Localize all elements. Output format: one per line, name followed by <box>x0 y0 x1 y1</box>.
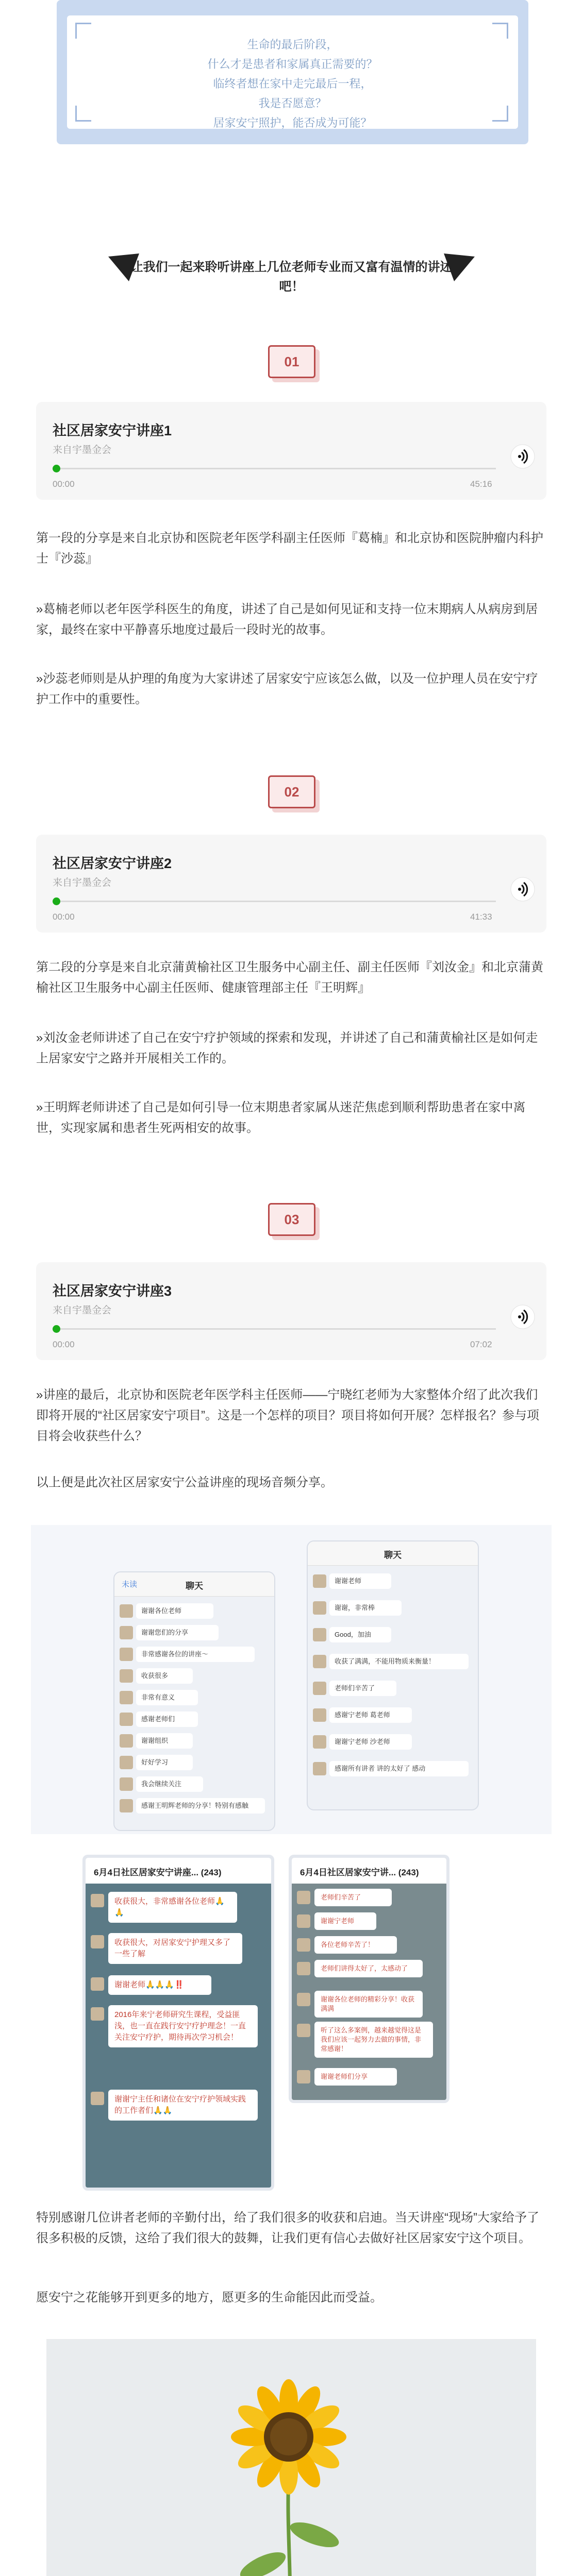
chat-message: 谢谢老师们分享 <box>314 2068 397 2086</box>
avatar <box>120 1713 133 1726</box>
chat-header <box>114 1572 274 1597</box>
audio-source: 来自宇墨金会 <box>53 445 112 455</box>
chat-title: 6月4日社区居家安宁讲座... (243) <box>94 1868 222 1877</box>
audio-progress-knob[interactable] <box>53 1325 60 1333</box>
paragraph: 以上便是此次社区居家安宁公益讲座的现场音频分享。 <box>36 1476 333 1489</box>
banner-text: 让我们一起来聆听讲座上几位老师专业而又富有温情的讲述吧！ <box>130 260 453 294</box>
intro-lines <box>67 35 518 133</box>
chat-message: 谢谢老师🙏🙏🙏‼️ <box>108 1975 211 1995</box>
audio-progress-bar[interactable] <box>53 1328 496 1330</box>
intro-line: 居家安宁照护，能否成为可能？ <box>213 116 372 129</box>
audio-current-time: 00:00 <box>53 912 75 922</box>
chat-message: 听了这么多案例，越来越觉得这是我们应该一起努力去做的事情，非常感谢！ <box>314 2022 433 2058</box>
avatar <box>120 1777 133 1791</box>
chat-message: 各位老师辛苦了！ <box>314 1936 397 1954</box>
paragraph: »刘汝金老师讲述了自己在安宁疗护领域的探索和发现，并讲述了自己和蒲黄榆社区是如何走上居家安宁之路并开展相关工作的。 <box>36 1031 538 1065</box>
audio-progress-knob[interactable] <box>53 897 60 905</box>
paragraph: 第二段的分享是来自北京蒲黄榆社区卫生服务中心副主任、副主任医师『刘汝金』和北京蒲黄榆社区卫生服务中心副主任医师、健康管理部主任『王明辉』 <box>36 960 543 995</box>
intro-line: 生命的最后阶段， <box>247 38 338 51</box>
avatar <box>120 1648 133 1661</box>
avatar <box>120 1734 133 1748</box>
chat-message: 谢谢您们的分享 <box>136 1625 219 1640</box>
speaker-play-icon[interactable] <box>510 1304 535 1329</box>
section-number: 03 <box>268 1203 315 1236</box>
audio-source: 来自宇墨金会 <box>53 877 112 888</box>
avatar <box>313 1574 326 1588</box>
avatar <box>120 1669 133 1683</box>
chat-header <box>292 1858 446 1884</box>
chat-message: 非常有意义 <box>136 1690 198 1705</box>
chat-message: Good，加油 <box>329 1627 391 1642</box>
paragraph: 第一段的分享是来自北京协和医院老年医学科副主任医师『葛楠』和北京协和医院肿瘤内科护士『沙蕊』 <box>36 531 543 566</box>
audio-progress-bar[interactable] <box>53 468 496 469</box>
paragraph: 愿安宁之花能够开到更多的地方，愿更多的生命能因此而受益。 <box>36 2291 382 2304</box>
avatar <box>91 1894 104 1907</box>
audio-source: 来自宇墨金会 <box>53 1305 112 1316</box>
audio-current-time: 00:00 <box>53 1340 75 1349</box>
audio-player-3[interactable] <box>36 1262 546 1360</box>
paragraph: »葛楠老师以老年医学科医生的角度，讲述了自己是如何见证和支持一位末期病人从病房到居家，最终在家中平静喜乐地度过最后一段时光的故事。 <box>36 602 538 637</box>
sunflower-illustration <box>46 2339 536 2576</box>
chat-message: 感谢宁老师 葛老师 <box>329 1707 412 1723</box>
speaker-play-icon[interactable] <box>510 877 535 902</box>
audio-title: 社区居家安宁讲座2 <box>53 856 172 871</box>
chat-message: 感谢所有讲者 讲的太好了 感动 <box>329 1761 469 1776</box>
avatar <box>313 1601 326 1615</box>
chat-screenshot-dark-right <box>289 1855 449 2103</box>
avatar <box>297 2024 310 2037</box>
paragraph: »沙蕊老师则是从护理的角度为大家讲述了居家安宁应该怎么做，以及一位护理人员在安宁疗护工作中的重要性。 <box>36 672 538 706</box>
paragraph: »王明辉老师讲述了自己是如何引导一位末期患者家属从迷茫焦虑到顺利帮助患者在家中离世，实现家属和患者生死两相安的故事。 <box>36 1100 526 1135</box>
chat-message: 谢谢，非常棒 <box>329 1600 402 1616</box>
section-badge-01 <box>268 345 320 382</box>
paragraph: »讲座的最后，北京协和医院老年医学科主任医师——宁晓红老师为大家整体介绍了此次我们即将开展的“社区居家安宁项目”。这是一个怎样的项目？项目将如何开展？怎样报名？参与项目将会收获些什么？ <box>36 1388 539 1443</box>
chat-screenshot-dark-left <box>82 1855 274 2191</box>
intro-line: 什么才是患者和家属真正需要的？ <box>207 58 378 71</box>
chat-title: 聊天 <box>384 1550 402 1560</box>
intro-line: 我是否愿意？ <box>258 97 327 110</box>
avatar <box>313 1655 326 1668</box>
avatar <box>297 1891 310 1904</box>
avatar <box>91 1935 104 1948</box>
chat-message: 好好学习 <box>136 1755 193 1770</box>
chat-message: 老师们讲得太好了，太感动了 <box>314 1960 423 1977</box>
chat-message: 我会继续关注 <box>136 1776 203 1792</box>
chat-screenshot-right <box>307 1540 479 1810</box>
audio-current-time: 00:00 <box>53 479 75 489</box>
audio-title: 社区居家安宁讲座3 <box>53 1283 172 1299</box>
avatar <box>120 1691 133 1704</box>
chat-message: 谢谢宁老师 沙老师 <box>329 1734 412 1750</box>
avatar <box>297 1938 310 1952</box>
avatar <box>91 2007 104 2021</box>
sunflower-photo <box>46 2339 536 2576</box>
chat-message: 谢谢各位老师 <box>136 1603 213 1619</box>
avatar <box>313 1708 326 1722</box>
avatar <box>91 1977 104 1991</box>
back-label: 未读 <box>122 1580 138 1589</box>
audio-duration: 07:02 <box>470 1340 492 1349</box>
chat-message: 非常感谢各位的讲座～ <box>136 1647 255 1662</box>
audio-player-2[interactable] <box>36 835 546 933</box>
speaker-play-icon[interactable] <box>510 444 535 469</box>
avatar <box>297 1914 310 1928</box>
chat-title: 聊天 <box>186 1581 203 1591</box>
avatar <box>297 1993 310 2006</box>
avatar <box>313 1735 326 1749</box>
avatar <box>313 1682 326 1695</box>
chat-message: 感谢老师们 <box>136 1711 198 1727</box>
audio-progress-knob[interactable] <box>53 465 60 472</box>
section-number: 02 <box>268 775 315 808</box>
avatar <box>297 2070 310 2083</box>
section-number: 01 <box>268 345 315 378</box>
chat-message: 收获了满满，不能用物质来衡量！ <box>329 1654 469 1669</box>
avatar <box>91 2092 104 2105</box>
avatar <box>313 1762 326 1775</box>
chat-message: 收获很大，对居家安宁护理又多了一些了解 <box>108 1933 242 1964</box>
chat-message: 老师们辛苦了 <box>329 1681 396 1696</box>
avatar <box>120 1604 133 1618</box>
chat-title: 6月4日社区居家安宁讲... (243) <box>300 1868 419 1877</box>
avatar <box>120 1626 133 1639</box>
chat-message: 谢谢宁老师 <box>314 1912 376 1930</box>
chat-header <box>308 1541 478 1566</box>
intro-line: 临终者想在家中走完最后一程， <box>213 77 372 90</box>
audio-duration: 45:16 <box>470 479 492 489</box>
chat-message: 收获很多 <box>136 1668 193 1684</box>
section-badge-03 <box>268 1203 320 1240</box>
audio-progress-bar[interactable] <box>53 901 496 902</box>
chat-message: 老师们辛苦了 <box>314 1889 392 1906</box>
chat-message: 2016年来宁老师研究生课程，受益匪浅，也一直在践行安宁疗护理念！一直关注安宁疗护，期待再次学习机会！ <box>108 2005 258 2047</box>
avatar <box>313 1628 326 1641</box>
paragraph: 特别感谢几位讲者老师的辛勤付出，给了我们很多的收获和启迪。当天讲座“现场”大家给予了很多积极的反馈，这给了我们很大的鼓舞，让我们更有信心去做好社区居家安宁这个项目。 <box>36 2211 539 2245</box>
avatar <box>297 1962 310 1975</box>
chat-message: 谢谢宁主任和诸位在安宁疗护领域实践的工作者们🙏🙏 <box>108 2090 258 2121</box>
avatar <box>120 1756 133 1769</box>
section-badge-02 <box>268 775 320 812</box>
chat-message: 谢谢各位老师的精彩分享！收获满满 <box>314 1991 423 2018</box>
chat-message: 谢谢组织 <box>136 1733 193 1749</box>
chat-header <box>86 1858 271 1884</box>
chat-message: 收获很大，非常感谢各位老师🙏🙏 <box>108 1892 237 1923</box>
avatar <box>120 1799 133 1812</box>
chat-message: 谢谢老师 <box>329 1573 391 1589</box>
audio-player-1[interactable] <box>36 402 546 500</box>
audio-title: 社区居家安宁讲座1 <box>53 423 172 438</box>
chat-message: 感谢王明辉老师的分享！特别有感触 <box>136 1798 265 1814</box>
audio-duration: 41:33 <box>470 912 492 922</box>
chat-screenshot-left <box>113 1571 275 1831</box>
